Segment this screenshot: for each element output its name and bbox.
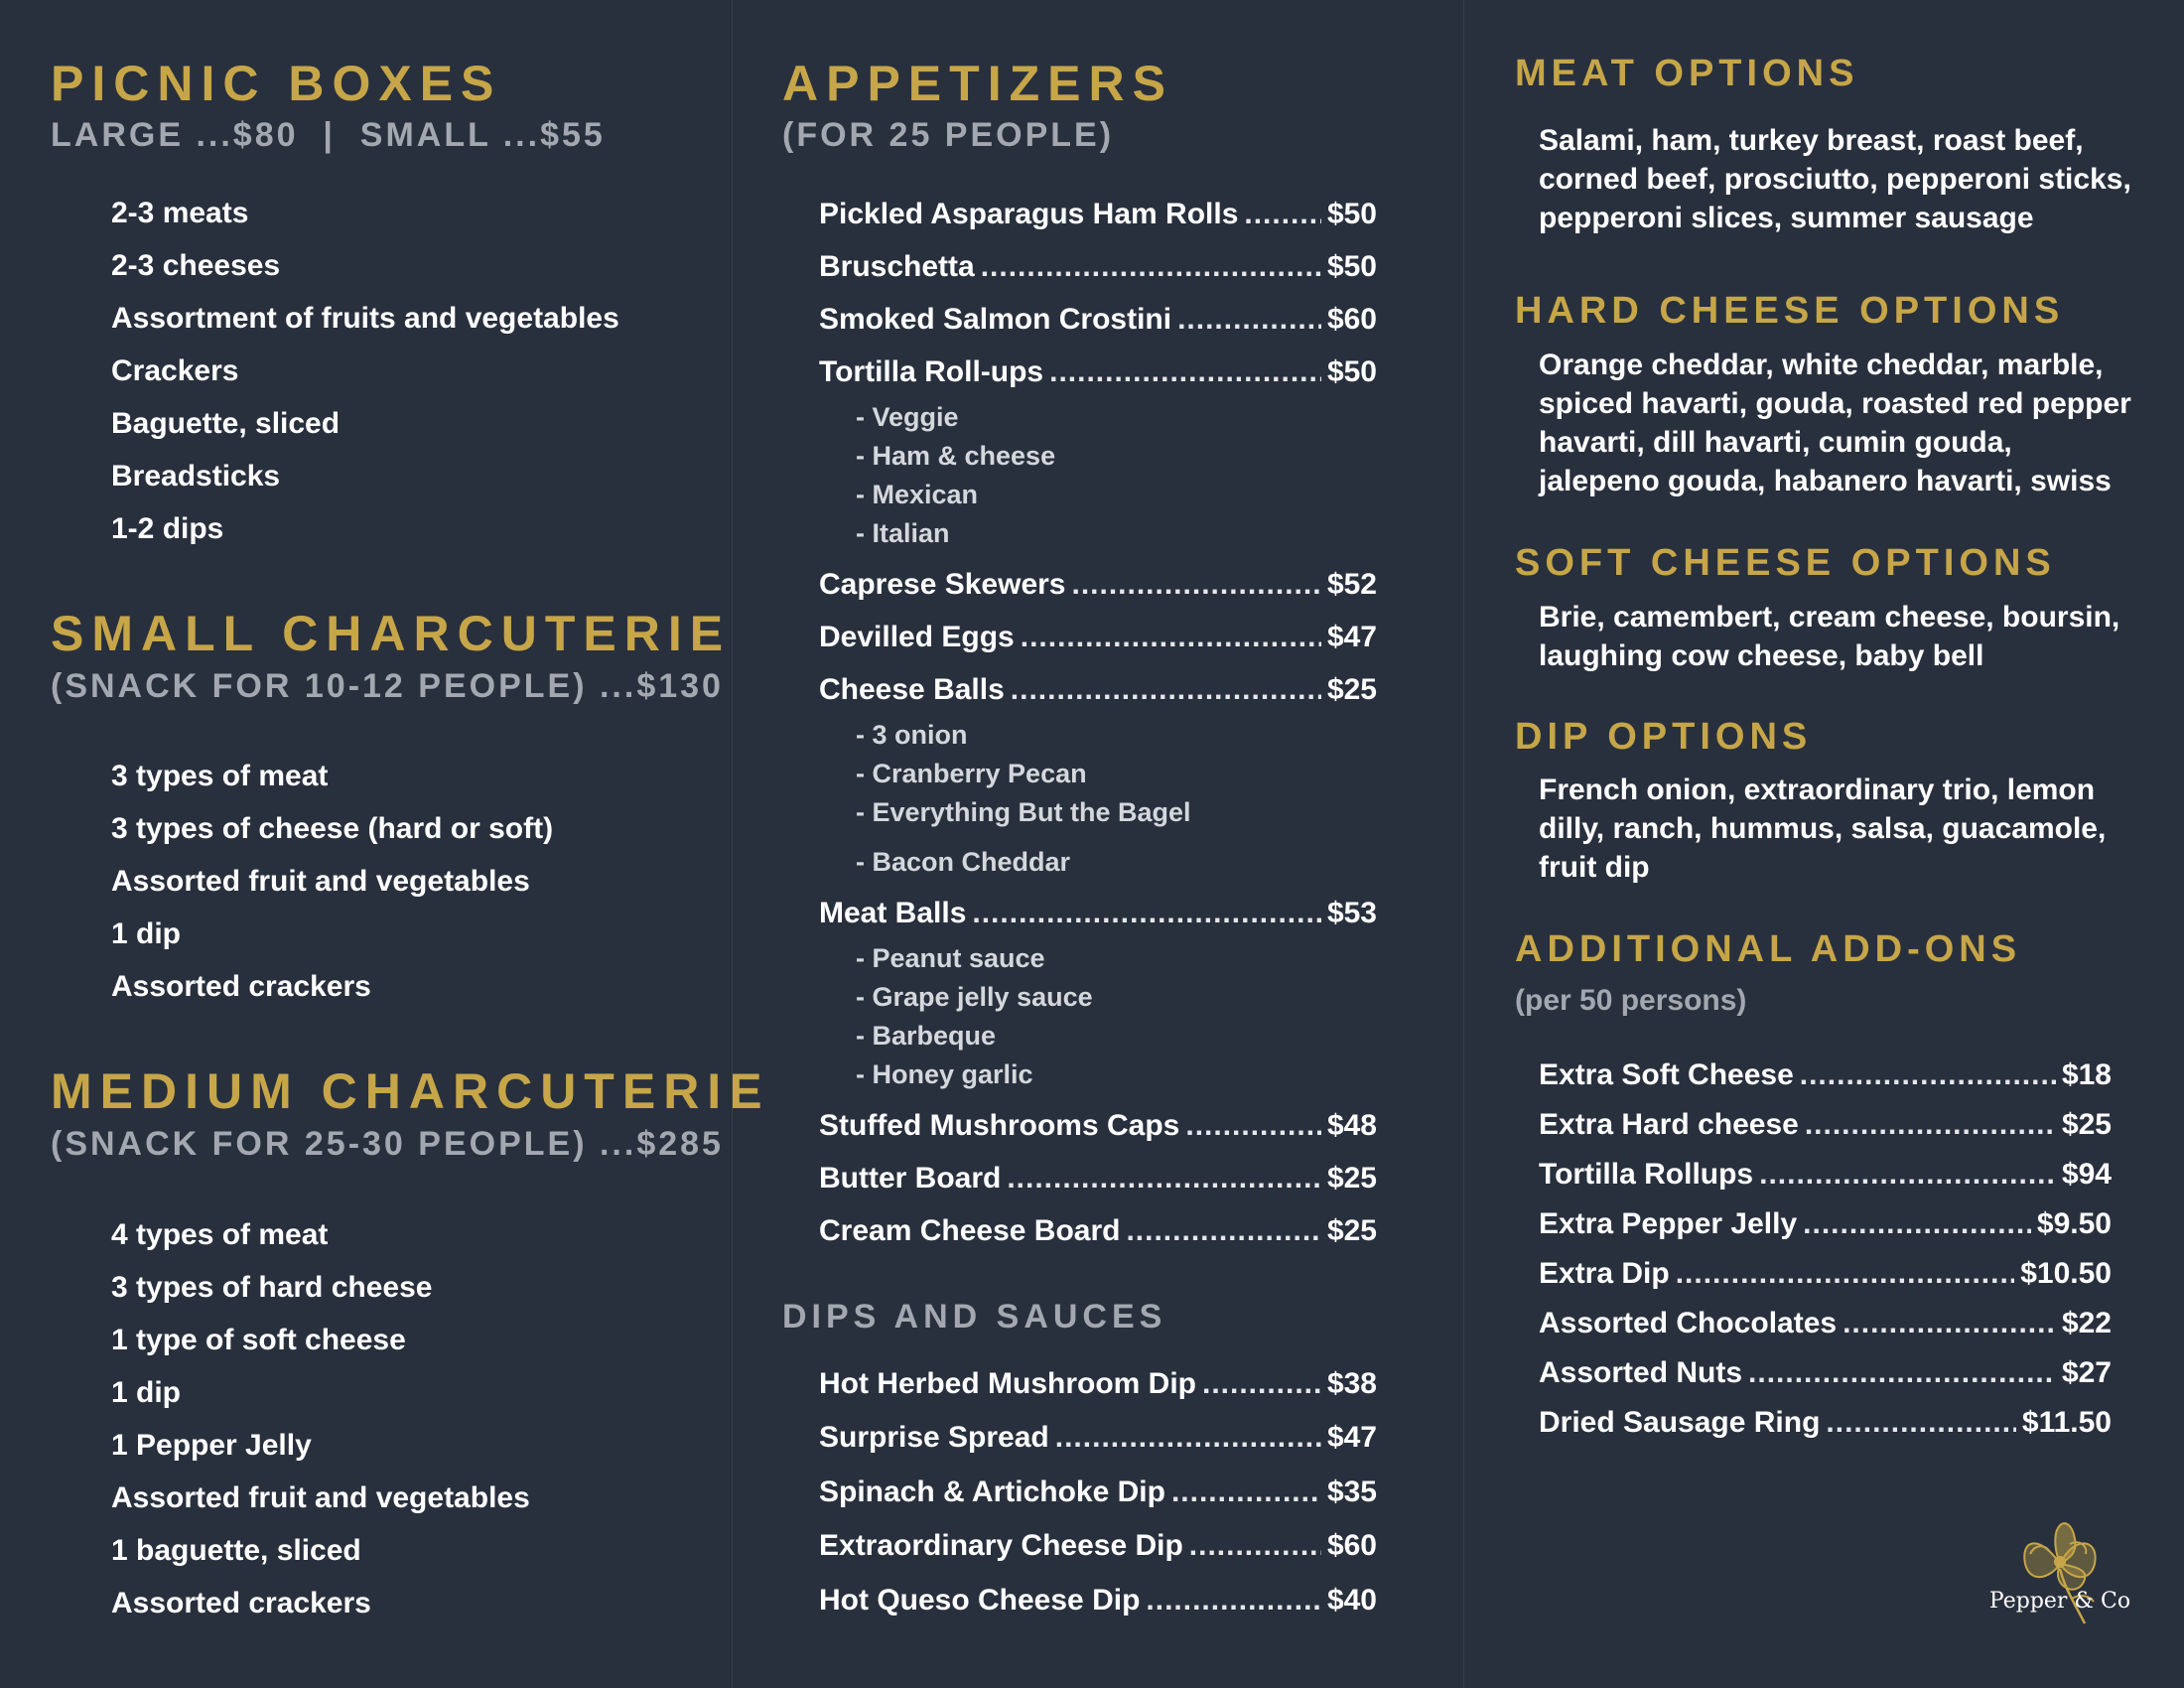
- menu-item-row: [819, 1584, 1377, 1618]
- list-item: 1 Pepper Jelly: [111, 1429, 312, 1462]
- dip-options-title: DIP OPTIONS: [1515, 716, 1813, 758]
- option-item: - Peanut sauce: [856, 943, 1045, 973]
- menu-item-name: Spinach & Artichoke Dip: [819, 1476, 1165, 1508]
- hard-cheese-options-title: HARD CHEESE OPTIONS: [1515, 290, 2065, 332]
- list-item: 1 dip: [111, 917, 182, 950]
- dot-leader: [1244, 198, 1321, 231]
- dot-leader: [1126, 1214, 1320, 1248]
- menu-item-row: [819, 1476, 1377, 1509]
- addon-price: $94: [2061, 1158, 2112, 1191]
- dot-leader: [1146, 1584, 1321, 1618]
- menu-item-name: Meat Balls: [819, 897, 967, 929]
- option-item: - 3 onion: [856, 720, 968, 750]
- list-item: 1 type of soft cheese: [111, 1324, 406, 1356]
- dot-leader: [1185, 1109, 1321, 1143]
- addon-row: [1539, 1406, 2112, 1440]
- option-item: - Bacon Cheddar: [856, 847, 1071, 877]
- option-item: - Grape jelly sauce: [856, 982, 1093, 1012]
- list-item: Assorted fruit and vegetables: [111, 865, 530, 898]
- menu-item-price: $47: [1326, 621, 1377, 653]
- dot-leader: [1748, 1356, 2056, 1390]
- addon-row: [1539, 1108, 2112, 1142]
- menu-item-price: $25: [1326, 1162, 1377, 1195]
- addon-price: $22: [2061, 1307, 2112, 1339]
- dot-leader: [1171, 1476, 1321, 1509]
- small-charcuterie-title: SMALL CHARCUTERIE: [51, 606, 732, 661]
- addon-row: [1539, 1058, 2112, 1092]
- menu-item-price: $38: [1326, 1367, 1377, 1400]
- menu-item-name: Devilled Eggs: [819, 621, 1015, 653]
- menu-item-name: Extraordinary Cheese Dip: [819, 1529, 1183, 1562]
- dot-leader: [1177, 303, 1321, 337]
- addon-price: $11.50: [2021, 1406, 2112, 1439]
- option-item: - Veggie: [856, 402, 959, 432]
- menu-item-name: Hot Herbed Mushroom Dip: [819, 1367, 1196, 1400]
- option-item: - Mexican: [856, 480, 979, 509]
- menu-item-price: $52: [1326, 568, 1377, 601]
- addon-price: $9.50: [2036, 1207, 2112, 1240]
- addon-row: [1539, 1158, 2112, 1192]
- addon-name: Assorted Chocolates: [1539, 1307, 1838, 1339]
- addon-name: Assorted Nuts: [1539, 1356, 1743, 1389]
- dot-leader: [1759, 1158, 2056, 1192]
- menu-item-price: $50: [1326, 250, 1377, 283]
- menu-item-name: Stuffed Mushrooms Caps: [819, 1109, 1180, 1142]
- list-item: 2-3 cheeses: [111, 249, 281, 282]
- menu-item-price: $50: [1326, 355, 1377, 388]
- option-item: - Honey garlic: [856, 1059, 1033, 1089]
- menu-item-price: $40: [1326, 1584, 1377, 1617]
- appetizers-subtitle: (FOR 25 PEOPLE): [782, 116, 1115, 154]
- menu-item-price: $50: [1326, 198, 1377, 230]
- list-item: 3 types of meat: [111, 760, 329, 792]
- dip-options-text: French onion, extraordinary trio, lemon dilly, ranch, hummus, salsa, guacamole, fruit dip: [1539, 774, 2107, 884]
- list-item: Assorted crackers: [111, 970, 371, 1003]
- addon-row: [1539, 1356, 2112, 1390]
- list-item: Assorted crackers: [111, 1587, 371, 1619]
- menu-item-name: Butter Board: [819, 1162, 1002, 1195]
- dot-leader: [1021, 621, 1321, 654]
- addon-price: $10.50: [2020, 1257, 2112, 1290]
- medium-charcuterie-subtitle: (SNACK FOR 25-30 PEOPLE) ...$285: [51, 1125, 724, 1163]
- menu-item-price: $25: [1326, 1214, 1377, 1247]
- dot-leader: [1055, 1421, 1321, 1455]
- menu-item-price: $60: [1326, 303, 1377, 336]
- menu-item-row: [819, 897, 1377, 930]
- menu-item-row: [819, 1421, 1377, 1455]
- meat-options-title: MEAT OPTIONS: [1515, 53, 1859, 94]
- option-item: - Cranberry Pecan: [856, 759, 1087, 788]
- addon-row: [1539, 1207, 2112, 1241]
- list-item: 1-2 dips: [111, 512, 224, 545]
- option-item: - Ham & cheese: [856, 441, 1056, 471]
- list-item: 1 dip: [111, 1376, 182, 1409]
- menu-item-row: [819, 250, 1377, 284]
- menu-item-price: $48: [1326, 1109, 1377, 1142]
- menu-item-name: Tortilla Roll-ups: [819, 355, 1044, 388]
- dot-leader: [981, 250, 1321, 284]
- addon-name: Tortilla Rollups: [1539, 1158, 1754, 1191]
- dot-leader: [1826, 1406, 2015, 1440]
- list-item: Assortment of fruits and vegetables: [111, 302, 619, 335]
- menu-item-row: [819, 355, 1377, 389]
- addon-name: Extra Hard cheese: [1539, 1108, 1799, 1141]
- list-item: Breadsticks: [111, 460, 281, 492]
- hard-cheese-options-text: Orange cheddar, white cheddar, marble, spiced havarti, gouda, roasted red pepper havarti, dill havarti, cumin gouda, jalepeno gouda, habanero havarti, swiss: [1539, 349, 2131, 497]
- menu-item-row: [819, 1529, 1377, 1563]
- dot-leader: [1072, 568, 1321, 602]
- dot-leader: [1189, 1529, 1321, 1563]
- list-item: 4 types of meat: [111, 1218, 329, 1251]
- menu-item-name: Pickled Asparagus Ham Rolls: [819, 198, 1239, 230]
- list-item: 3 types of cheese (hard or soft): [111, 812, 554, 845]
- medium-charcuterie-title: MEDIUM CHARCUTERIE: [51, 1063, 770, 1119]
- dot-leader: [1843, 1307, 2056, 1340]
- soft-cheese-options-title: SOFT CHEESE OPTIONS: [1515, 542, 2056, 584]
- list-item: 2-3 meats: [111, 197, 249, 229]
- menu-item-name: Cream Cheese Board: [819, 1214, 1121, 1247]
- menu-item-row: [819, 1367, 1377, 1401]
- soft-cheese-options-text: Brie, camembert, cream cheese, boursin, laughing cow cheese, baby bell: [1539, 601, 2120, 672]
- menu-item-row: [819, 568, 1377, 602]
- appetizers-title: APPETIZERS: [782, 56, 1173, 111]
- option-item: - Italian: [856, 518, 950, 548]
- menu-item-row: [819, 621, 1377, 654]
- dot-leader: [1007, 1162, 1321, 1196]
- addon-price: $25: [2061, 1108, 2112, 1141]
- menu-item-row: [819, 1109, 1377, 1143]
- menu-item-price: $47: [1326, 1421, 1377, 1454]
- menu-item-name: Surprise Spread: [819, 1421, 1049, 1454]
- additional-addons-title: ADDITIONAL ADD-ONS: [1515, 928, 2022, 970]
- dot-leader: [1800, 1058, 2056, 1092]
- option-item: - Everything But the Bagel: [856, 797, 1191, 827]
- addon-price: $27: [2061, 1356, 2112, 1389]
- menu-item-price: $60: [1326, 1529, 1377, 1562]
- addon-name: Dried Sausage Ring: [1539, 1406, 1821, 1439]
- picnic-boxes-prices: LARGE ...$80 | SMALL ...$55: [51, 116, 606, 154]
- dot-leader: [1676, 1257, 2015, 1291]
- menu-item-name: Bruschetta: [819, 250, 975, 283]
- small-charcuterie-subtitle: (SNACK FOR 10-12 PEOPLE) ...$130: [51, 667, 724, 705]
- list-item: Crackers: [111, 354, 239, 387]
- menu-item-price: $25: [1326, 673, 1377, 706]
- additional-addons-subtitle: (per 50 persons): [1515, 984, 1747, 1017]
- list-item: Assorted fruit and vegetables: [111, 1481, 530, 1514]
- menu-item-name: Hot Queso Cheese Dip: [819, 1584, 1141, 1617]
- dot-leader: [1202, 1367, 1321, 1401]
- addon-name: Extra Pepper Jelly: [1539, 1207, 1798, 1240]
- menu-item-price: $35: [1326, 1476, 1377, 1508]
- dot-leader: [1011, 673, 1321, 707]
- meat-options-text: Salami, ham, turkey breast, roast beef, corned beef, prosciutto, pepperoni sticks, pepperoni slices, summer sausage: [1539, 124, 2131, 234]
- brand-name: Pepper & Co: [1988, 1589, 2131, 1614]
- list-item: Baguette, sliced: [111, 407, 341, 440]
- menu-item-row: [819, 1214, 1377, 1248]
- menu-item-name: Cheese Balls: [819, 673, 1005, 706]
- menu-item-name: Caprese Skewers: [819, 568, 1066, 601]
- addon-name: Extra Soft Cheese: [1539, 1058, 1794, 1091]
- addon-price: $18: [2061, 1058, 2112, 1091]
- picnic-boxes-title: PICNIC BOXES: [51, 56, 502, 111]
- menu-item-name: Smoked Salmon Crostini: [819, 303, 1172, 336]
- dot-leader: [972, 897, 1321, 930]
- addon-row: [1539, 1307, 2112, 1340]
- column-packages: [0, 0, 770, 1688]
- menu-item-row: [819, 198, 1377, 231]
- menu-item-price: $53: [1326, 897, 1377, 929]
- dot-leader: [1803, 1207, 2031, 1241]
- list-item: 3 types of hard cheese: [111, 1271, 433, 1304]
- menu-item-row: [819, 303, 1377, 337]
- list-item: 1 baguette, sliced: [111, 1534, 361, 1567]
- menu-item-row: [819, 673, 1377, 707]
- dot-leader: [1805, 1108, 2056, 1142]
- dot-leader: [1049, 355, 1321, 389]
- option-item: - Barbeque: [856, 1021, 997, 1051]
- menu-item-row: [819, 1162, 1377, 1196]
- addon-row: [1539, 1257, 2112, 1291]
- addon-name: Extra Dip: [1539, 1257, 1670, 1290]
- dips-and-sauces-title: DIPS AND SAUCES: [782, 1298, 1167, 1336]
